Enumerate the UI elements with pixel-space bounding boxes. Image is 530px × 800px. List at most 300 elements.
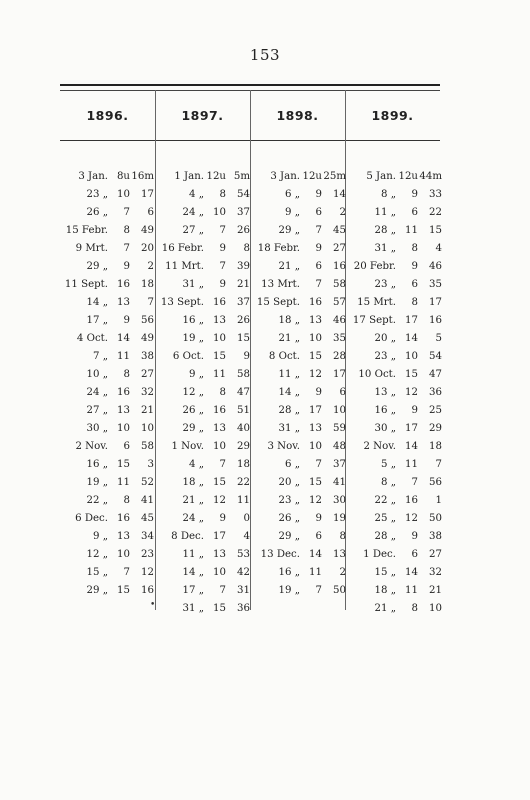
minute-cell: 10 bbox=[429, 603, 442, 614]
table-row bbox=[62, 240, 154, 258]
date-cell: 11 „ bbox=[374, 207, 396, 218]
minute-cell: 26 bbox=[237, 315, 250, 326]
hour-cell: 16 bbox=[117, 387, 130, 398]
hour-cell: 17 bbox=[405, 315, 418, 326]
hour-cell: 8 bbox=[123, 495, 130, 506]
hour-cell: 8 bbox=[219, 387, 226, 398]
table-row bbox=[158, 258, 250, 276]
minute-cell: 27 bbox=[141, 369, 154, 380]
date-cell: 13 „ bbox=[374, 387, 396, 398]
minute-cell: 1 bbox=[435, 495, 442, 506]
table-row bbox=[158, 402, 250, 420]
table-row bbox=[254, 168, 346, 186]
hour-cell: 10 bbox=[117, 189, 130, 200]
table-row bbox=[350, 366, 442, 384]
hour-cell: 13 bbox=[117, 405, 130, 416]
hour-cell: 7 bbox=[315, 279, 322, 290]
table-row bbox=[350, 510, 442, 528]
hour-cell: 13 bbox=[117, 531, 130, 542]
table-row bbox=[254, 528, 346, 546]
minute-cell: 0 bbox=[243, 513, 250, 524]
hour-cell: 9 bbox=[123, 315, 130, 326]
date-cell: 28 „ bbox=[374, 531, 396, 542]
minute-cell: 34 bbox=[141, 531, 154, 542]
hour-cell: 8u bbox=[116, 171, 130, 182]
date-cell: 22 „ bbox=[86, 495, 108, 506]
date-cell: 13 Sept. bbox=[160, 297, 204, 308]
table-row bbox=[62, 474, 154, 492]
table-row bbox=[158, 240, 250, 258]
hour-cell: 15 bbox=[213, 477, 226, 488]
hour-cell: 6 bbox=[411, 279, 418, 290]
minute-cell: 15 bbox=[429, 225, 442, 236]
minute-cell: 29 bbox=[429, 423, 442, 434]
minute-cell: 16 bbox=[333, 261, 346, 272]
table-row bbox=[158, 474, 250, 492]
minute-cell: 56 bbox=[429, 477, 442, 488]
date-cell: 21 „ bbox=[182, 495, 204, 506]
table-row bbox=[158, 546, 250, 564]
table-row bbox=[350, 222, 442, 240]
hour-cell: 11 bbox=[117, 477, 130, 488]
table-row bbox=[158, 204, 250, 222]
minute-cell: 54 bbox=[429, 351, 442, 362]
date-cell: 30 „ bbox=[86, 423, 108, 434]
minute-cell: 26 bbox=[237, 225, 250, 236]
table-row bbox=[350, 600, 442, 618]
date-cell: 3 Jan. bbox=[78, 171, 108, 182]
minute-cell: 37 bbox=[237, 207, 250, 218]
date-cell: 14 „ bbox=[278, 387, 300, 398]
minute-cell: 49 bbox=[141, 225, 154, 236]
minute-cell: 46 bbox=[333, 315, 346, 326]
date-cell: 7 „ bbox=[93, 351, 108, 362]
hour-cell: 13 bbox=[213, 315, 226, 326]
hour-cell: 8 bbox=[123, 225, 130, 236]
date-cell: 24 „ bbox=[86, 387, 108, 398]
hour-cell: 7 bbox=[219, 585, 226, 596]
table-row bbox=[254, 348, 346, 366]
ink-dot: • bbox=[150, 600, 156, 610]
minute-cell: 4 bbox=[243, 531, 250, 542]
table-row bbox=[350, 204, 442, 222]
hour-cell: 7 bbox=[123, 567, 130, 578]
hour-cell: 12 bbox=[213, 495, 226, 506]
hour-cell: 11 bbox=[405, 585, 418, 596]
date-cell: 15 Mrt. bbox=[357, 297, 396, 308]
table-row bbox=[62, 420, 154, 438]
minute-cell: 10 bbox=[333, 405, 346, 416]
hour-cell: 15 bbox=[213, 351, 226, 362]
hour-cell: 7 bbox=[411, 477, 418, 488]
minute-cell: 38 bbox=[141, 351, 154, 362]
table-row bbox=[254, 384, 346, 402]
minute-cell: 28 bbox=[333, 351, 346, 362]
date-cell: 27 „ bbox=[86, 405, 108, 416]
table-row bbox=[158, 420, 250, 438]
minute-cell: 35 bbox=[333, 333, 346, 344]
hour-cell: 16 bbox=[405, 495, 418, 506]
table-row bbox=[254, 420, 346, 438]
date-cell: 28 „ bbox=[374, 225, 396, 236]
table-row bbox=[62, 528, 154, 546]
hour-cell: 7 bbox=[123, 243, 130, 254]
minute-cell: 44m bbox=[419, 171, 442, 182]
hour-cell: 10 bbox=[117, 549, 130, 560]
minute-cell: 31 bbox=[237, 585, 250, 596]
minute-cell: 54 bbox=[237, 189, 250, 200]
minute-cell: 37 bbox=[333, 459, 346, 470]
date-cell: 13 Dec. bbox=[260, 549, 300, 560]
date-cell: 6 Dec. bbox=[75, 513, 108, 524]
table-row bbox=[350, 294, 442, 312]
hour-cell: 10 bbox=[117, 423, 130, 434]
hour-cell: 12 bbox=[405, 387, 418, 398]
hour-cell: 8 bbox=[411, 297, 418, 308]
table-row bbox=[62, 276, 154, 294]
date-cell: 26 „ bbox=[278, 513, 300, 524]
date-cell: 31 „ bbox=[182, 603, 204, 614]
hour-cell: 14 bbox=[405, 333, 418, 344]
date-cell: 15 Sept. bbox=[256, 297, 300, 308]
hour-cell: 6 bbox=[315, 531, 322, 542]
hour-cell: 8 bbox=[411, 603, 418, 614]
date-cell: 31 „ bbox=[182, 279, 204, 290]
minute-cell: 18 bbox=[141, 279, 154, 290]
table-row bbox=[158, 456, 250, 474]
year-heading: 1897. bbox=[181, 108, 224, 123]
minute-cell: 11 bbox=[237, 495, 250, 506]
table-row bbox=[254, 546, 346, 564]
minute-cell: 47 bbox=[429, 369, 442, 380]
minute-cell: 33 bbox=[429, 189, 442, 200]
table-row bbox=[62, 186, 154, 204]
hour-cell: 6 bbox=[315, 207, 322, 218]
minute-cell: 45 bbox=[141, 513, 154, 524]
hour-cell: 16 bbox=[213, 405, 226, 416]
minute-cell: 9 bbox=[243, 351, 250, 362]
hour-cell: 10 bbox=[309, 441, 322, 452]
date-cell: 27 „ bbox=[182, 225, 204, 236]
hour-cell: 12u bbox=[206, 171, 226, 182]
hour-cell: 15 bbox=[213, 603, 226, 614]
date-cell: 4 Oct. bbox=[76, 333, 108, 344]
hour-cell: 16 bbox=[213, 297, 226, 308]
hour-cell: 12u bbox=[302, 171, 322, 182]
table-row bbox=[254, 240, 346, 258]
hour-cell: 15 bbox=[405, 369, 418, 380]
hour-cell: 11 bbox=[117, 351, 130, 362]
hour-cell: 10 bbox=[213, 441, 226, 452]
minute-cell: 10 bbox=[141, 423, 154, 434]
hour-cell: 14 bbox=[405, 441, 418, 452]
date-cell: 24 „ bbox=[182, 513, 204, 524]
minute-cell: 14 bbox=[333, 189, 346, 200]
minute-cell: 5 bbox=[435, 333, 442, 344]
table-row bbox=[254, 312, 346, 330]
minute-cell: 22 bbox=[237, 477, 250, 488]
table-row bbox=[254, 474, 346, 492]
table-row bbox=[62, 456, 154, 474]
minute-cell: 22 bbox=[429, 207, 442, 218]
hour-cell: 13 bbox=[309, 315, 322, 326]
hour-cell: 16 bbox=[309, 297, 322, 308]
minute-cell: 16 bbox=[429, 315, 442, 326]
minute-cell: 58 bbox=[237, 369, 250, 380]
table-row bbox=[62, 384, 154, 402]
table-row bbox=[254, 492, 346, 510]
date-cell: 9 „ bbox=[285, 207, 300, 218]
hour-cell: 14 bbox=[405, 567, 418, 578]
date-cell: 23 „ bbox=[86, 189, 108, 200]
minute-cell: 37 bbox=[237, 297, 250, 308]
date-cell: 15 „ bbox=[86, 567, 108, 578]
minute-cell: 7 bbox=[147, 297, 154, 308]
date-cell: 18 „ bbox=[278, 315, 300, 326]
hour-cell: 9 bbox=[411, 261, 418, 272]
table-row bbox=[254, 294, 346, 312]
date-cell: 21 „ bbox=[374, 603, 396, 614]
minute-cell: 4 bbox=[435, 243, 442, 254]
table-row bbox=[62, 510, 154, 528]
hour-cell: 9 bbox=[315, 243, 322, 254]
minute-cell: 40 bbox=[237, 423, 250, 434]
date-cell: 6 „ bbox=[285, 459, 300, 470]
hour-cell: 6 bbox=[123, 441, 130, 452]
minute-cell: 41 bbox=[141, 495, 154, 506]
table-row bbox=[158, 564, 250, 582]
hour-cell: 13 bbox=[309, 423, 322, 434]
date-cell: 15 Febr. bbox=[65, 225, 108, 236]
minute-cell: 50 bbox=[429, 513, 442, 524]
minute-cell: 50 bbox=[333, 585, 346, 596]
table-row bbox=[254, 186, 346, 204]
hour-cell: 17 bbox=[309, 405, 322, 416]
date-cell: 12 „ bbox=[182, 387, 204, 398]
date-cell: 14 „ bbox=[86, 297, 108, 308]
minute-cell: 13 bbox=[333, 549, 346, 560]
table-row bbox=[62, 294, 154, 312]
date-cell: 4 „ bbox=[189, 189, 204, 200]
minute-cell: 47 bbox=[237, 387, 250, 398]
minute-cell: 29 bbox=[237, 441, 250, 452]
hour-cell: 7 bbox=[315, 459, 322, 470]
minute-cell: 2 bbox=[147, 261, 154, 272]
date-cell: 17 „ bbox=[86, 315, 108, 326]
table-row bbox=[62, 330, 154, 348]
date-cell: 15 „ bbox=[374, 567, 396, 578]
date-cell: 1 Nov. bbox=[171, 441, 204, 452]
table-row bbox=[62, 366, 154, 384]
date-cell: 21 „ bbox=[278, 261, 300, 272]
table-row bbox=[350, 420, 442, 438]
minute-cell: 52 bbox=[141, 477, 154, 488]
table-row bbox=[254, 456, 346, 474]
hour-cell: 13 bbox=[213, 549, 226, 560]
minute-cell: 25m bbox=[323, 171, 346, 182]
table-row bbox=[350, 330, 442, 348]
table-row bbox=[62, 312, 154, 330]
minute-cell: 38 bbox=[429, 531, 442, 542]
date-cell: 13 Mrt. bbox=[261, 279, 300, 290]
minute-cell: 19 bbox=[333, 513, 346, 524]
minute-cell: 8 bbox=[339, 531, 346, 542]
date-cell: 8 „ bbox=[381, 189, 396, 200]
date-cell: 21 „ bbox=[278, 333, 300, 344]
date-cell: 8 Oct. bbox=[268, 351, 300, 362]
table-row bbox=[254, 366, 346, 384]
table-row bbox=[350, 492, 442, 510]
date-cell: 29 „ bbox=[278, 531, 300, 542]
table-row bbox=[158, 492, 250, 510]
date-cell: 11 Mrt. bbox=[165, 261, 204, 272]
table-row bbox=[62, 168, 154, 186]
table-row bbox=[158, 384, 250, 402]
table-row bbox=[62, 204, 154, 222]
table-row bbox=[254, 204, 346, 222]
hour-cell: 11 bbox=[405, 459, 418, 470]
minute-cell: 53 bbox=[237, 549, 250, 560]
hour-cell: 9 bbox=[219, 243, 226, 254]
hour-cell: 6 bbox=[411, 207, 418, 218]
date-cell: 23 „ bbox=[374, 279, 396, 290]
date-cell: 31 „ bbox=[278, 423, 300, 434]
hour-cell: 10 bbox=[213, 567, 226, 578]
table-row bbox=[254, 564, 346, 582]
minute-cell: 36 bbox=[237, 603, 250, 614]
minute-cell: 6 bbox=[147, 207, 154, 218]
date-cell: 20 „ bbox=[278, 477, 300, 488]
table-row bbox=[62, 222, 154, 240]
table-row bbox=[158, 438, 250, 456]
date-cell: 2 Nov. bbox=[363, 441, 396, 452]
hour-cell: 12u bbox=[398, 171, 418, 182]
hour-cell: 15 bbox=[117, 459, 130, 470]
minute-cell: 48 bbox=[333, 441, 346, 452]
date-cell: 1 Jan. bbox=[174, 171, 204, 182]
date-cell: 4 „ bbox=[189, 459, 204, 470]
hour-cell: 9 bbox=[411, 405, 418, 416]
date-cell: 11 „ bbox=[182, 549, 204, 560]
table-row bbox=[254, 402, 346, 420]
table-row bbox=[350, 240, 442, 258]
table-row bbox=[350, 276, 442, 294]
minute-cell: 21 bbox=[429, 585, 442, 596]
date-cell: 19 „ bbox=[278, 585, 300, 596]
table-row bbox=[350, 402, 442, 420]
hour-cell: 10 bbox=[405, 351, 418, 362]
minute-cell: 58 bbox=[333, 279, 346, 290]
table-row bbox=[350, 546, 442, 564]
date-cell: 20 Febr. bbox=[353, 261, 396, 272]
hour-cell: 11 bbox=[309, 567, 322, 578]
table-row bbox=[254, 510, 346, 528]
hour-cell: 12 bbox=[309, 369, 322, 380]
minute-cell: 18 bbox=[237, 459, 250, 470]
minute-cell: 56 bbox=[141, 315, 154, 326]
table-row bbox=[350, 258, 442, 276]
hour-cell: 9 bbox=[123, 261, 130, 272]
date-cell: 16 „ bbox=[86, 459, 108, 470]
table-row bbox=[158, 168, 250, 186]
table-row bbox=[350, 348, 442, 366]
hour-cell: 15 bbox=[309, 477, 322, 488]
hour-cell: 14 bbox=[309, 549, 322, 560]
hour-cell: 15 bbox=[309, 351, 322, 362]
hour-cell: 7 bbox=[219, 261, 226, 272]
date-cell: 10 Oct. bbox=[358, 369, 396, 380]
date-cell: 11 Sept. bbox=[64, 279, 108, 290]
minute-cell: 57 bbox=[333, 297, 346, 308]
table-row bbox=[158, 330, 250, 348]
date-cell: 30 „ bbox=[374, 423, 396, 434]
hour-cell: 15 bbox=[117, 585, 130, 596]
date-cell: 1 Dec. bbox=[363, 549, 396, 560]
minute-cell: 30 bbox=[333, 495, 346, 506]
date-cell: 29 „ bbox=[278, 225, 300, 236]
date-cell: 9 „ bbox=[93, 531, 108, 542]
minute-cell: 21 bbox=[237, 279, 250, 290]
minute-cell: 49 bbox=[141, 333, 154, 344]
minute-cell: 27 bbox=[333, 243, 346, 254]
date-cell: 3 Nov. bbox=[267, 441, 300, 452]
minute-cell: 2 bbox=[339, 207, 346, 218]
date-cell: 17 „ bbox=[182, 585, 204, 596]
date-cell: 18 Febr. bbox=[257, 243, 300, 254]
hour-cell: 10 bbox=[213, 207, 226, 218]
table-row bbox=[158, 528, 250, 546]
date-cell: 14 „ bbox=[182, 567, 204, 578]
date-cell: 31 „ bbox=[374, 243, 396, 254]
hour-cell: 13 bbox=[117, 297, 130, 308]
table-row bbox=[350, 168, 442, 186]
year-column bbox=[60, 168, 156, 618]
table-row bbox=[158, 312, 250, 330]
hour-cell: 7 bbox=[123, 207, 130, 218]
date-cell: 10 „ bbox=[86, 369, 108, 380]
date-cell: 16 „ bbox=[278, 567, 300, 578]
date-cell: 11 „ bbox=[278, 369, 300, 380]
minute-cell: 15 bbox=[237, 333, 250, 344]
hour-cell: 7 bbox=[315, 585, 322, 596]
hour-cell: 9 bbox=[315, 189, 322, 200]
minute-cell: 45 bbox=[333, 225, 346, 236]
table-row bbox=[350, 528, 442, 546]
date-cell: 5 Jan. bbox=[366, 171, 396, 182]
times-table bbox=[60, 168, 440, 618]
table-row bbox=[254, 438, 346, 456]
hour-cell: 9 bbox=[315, 513, 322, 524]
table-row bbox=[158, 582, 250, 600]
table-row bbox=[254, 582, 346, 600]
hour-cell: 14 bbox=[117, 333, 130, 344]
minute-cell: 46 bbox=[429, 261, 442, 272]
date-cell: 26 „ bbox=[182, 405, 204, 416]
date-cell: 24 „ bbox=[182, 207, 204, 218]
date-cell: 3 Jan. bbox=[270, 171, 300, 182]
hour-cell: 12 bbox=[309, 495, 322, 506]
table-row bbox=[158, 366, 250, 384]
hour-cell: 17 bbox=[405, 423, 418, 434]
table-row bbox=[158, 276, 250, 294]
table-row bbox=[350, 456, 442, 474]
table-row bbox=[62, 258, 154, 276]
hour-cell: 12 bbox=[405, 513, 418, 524]
year-header-row bbox=[60, 108, 440, 123]
table-row bbox=[158, 600, 250, 618]
minute-cell: 32 bbox=[141, 387, 154, 398]
table-row bbox=[62, 582, 154, 600]
